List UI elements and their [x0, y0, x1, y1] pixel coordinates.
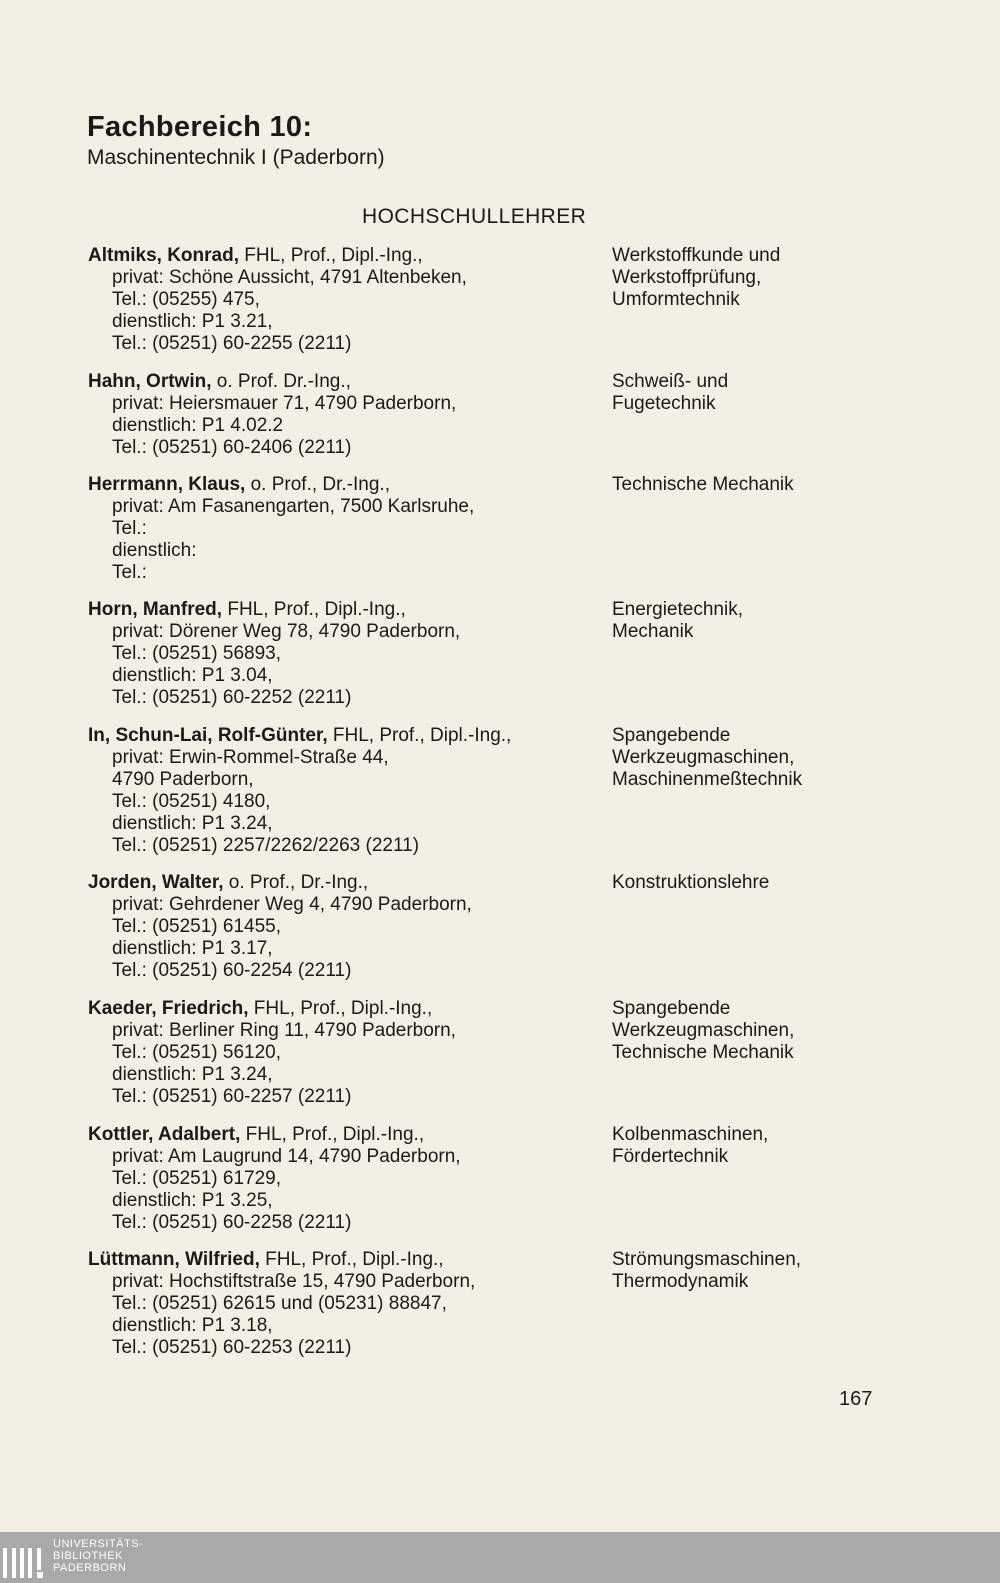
- staff-contact-line: privat: Dörener Weg 78, 4790 Paderborn,: [112, 621, 461, 642]
- staff-title: FHL, Prof., Dipl.-Ing.,: [222, 599, 406, 620]
- subject-line: Werkstoffkunde und: [612, 245, 781, 266]
- staff-subject-area: [612, 474, 972, 496]
- staff-contact-line: 4790 Paderborn,: [112, 769, 254, 790]
- subject-line: Technische Mechanik: [612, 474, 794, 495]
- staff-details: [88, 725, 608, 857]
- staff-contact-line: dienstlich: P1 3.17,: [112, 938, 273, 959]
- staff-title: FHL, Prof., Dipl.-Ing.,: [238, 245, 423, 266]
- staff-name-line: [88, 245, 608, 267]
- staff-title: o. Prof., Dr.-Ing.,: [223, 872, 369, 893]
- staff-contact-line: Tel.: (05251) 2257/2262/2263 (2211): [112, 835, 420, 856]
- staff-name: Lüttmann, Wilfried,: [88, 1249, 260, 1270]
- staff-contact-line: Tel.: (05251) 61455,: [112, 916, 282, 937]
- staff-contact-line: dienstlich: P1 3.21,: [112, 311, 273, 332]
- subject-line: Maschinenmeßtechnik: [612, 769, 803, 790]
- staff-contact-line: Tel.: (05251) 60-2258 (2211): [112, 1212, 352, 1233]
- staff-subject-area: [612, 245, 972, 311]
- staff-name-line: [88, 474, 608, 496]
- page-subtitle: Maschinentechnik I (Paderborn): [87, 146, 385, 169]
- staff-title: FHL, Prof., Dipl.-Ing.,: [248, 998, 433, 1019]
- staff-contact-line: dienstlich: P1 3.18,: [112, 1315, 273, 1336]
- subject-line: Schweiß- und: [612, 371, 729, 392]
- staff-contact-line: Tel.: (05251) 56893,: [112, 643, 282, 664]
- subject-line: Werkstoffprüfung,: [612, 267, 762, 288]
- staff-name-line: [88, 872, 608, 894]
- subject-line: Technische Mechanik: [612, 1042, 794, 1063]
- staff-details: [88, 474, 608, 584]
- subject-line: Werkzeugmaschinen,: [612, 1020, 795, 1041]
- staff-name: Hahn, Ortwin,: [88, 371, 212, 392]
- subject-line: Mechanik: [612, 621, 694, 642]
- subject-line: Konstruktionslehre: [612, 872, 770, 893]
- staff-contact-line: privat: Schöne Aussicht, 4791 Altenbeken,: [112, 267, 467, 288]
- subject-line: Thermodynamik: [612, 1271, 749, 1292]
- staff-title: FHL, Prof., Dipl.-Ing.,: [327, 725, 512, 746]
- staff-subject-area: [612, 371, 972, 415]
- staff-contact-line: Tel.:: [112, 518, 147, 539]
- staff-details: [88, 998, 608, 1108]
- staff-contact-line: Tel.:: [112, 562, 147, 583]
- staff-contact-line: Tel.: (05255) 475,: [112, 289, 260, 310]
- subject-line: Fugetechnik: [612, 393, 716, 414]
- staff-details: [88, 1249, 608, 1359]
- staff-name-line: [88, 725, 608, 747]
- section-heading: HOCHSCHULLEHRER: [362, 205, 587, 228]
- logo-line: PADERBORN: [53, 1562, 127, 1574]
- staff-contact-line: privat: Hochstiftstraße 15, 4790 Paderborn,: [112, 1271, 476, 1292]
- staff-details: [88, 599, 608, 709]
- staff-title: FHL, Prof., Dipl.-Ing.,: [240, 1124, 425, 1145]
- staff-contact-line: dienstlich: P1 4.02.2: [112, 415, 284, 436]
- staff-subject-area: [612, 1124, 972, 1168]
- staff-title: o. Prof., Dr.-Ing.,: [245, 474, 390, 495]
- staff-contact-line: privat: Heiersmauer 71, 4790 Paderborn,: [112, 393, 457, 414]
- staff-name: Jorden, Walter,: [88, 872, 224, 893]
- subject-line: Energietechnik,: [612, 599, 743, 620]
- staff-subject-area: [612, 998, 972, 1064]
- staff-name: In, Schun-Lai, Rolf-Günter,: [88, 725, 328, 746]
- library-footer: [0, 1532, 1000, 1583]
- staff-contact-line: Tel.: (05251) 60-2253 (2211): [112, 1337, 352, 1358]
- staff-name-line: [88, 371, 608, 393]
- staff-contact-line: Tel.: (05251) 60-2406 (2211): [112, 437, 352, 458]
- staff-contact-line: Tel.: (05251) 60-2257 (2211): [112, 1086, 352, 1107]
- subject-line: Strömungsmaschinen,: [612, 1249, 802, 1270]
- staff-contact-line: privat: Berliner Ring 11, 4790 Paderborn,: [112, 1020, 456, 1041]
- subject-line: Kolbenmaschinen,: [612, 1124, 769, 1145]
- staff-name-line: [88, 1249, 608, 1271]
- staff-contact-line: Tel.: (05251) 60-2255 (2211): [112, 333, 352, 354]
- staff-title: FHL, Prof., Dipl.-Ing.,: [259, 1249, 444, 1270]
- staff-contact-line: dienstlich:: [112, 540, 197, 561]
- staff-name: Horn, Manfred,: [88, 599, 223, 620]
- subject-line: Fördertechnik: [612, 1146, 729, 1167]
- page-title: Fachbereich 10:: [87, 111, 313, 143]
- staff-contact-line: Tel.: (05251) 56120,: [112, 1042, 282, 1063]
- staff-subject-area: [612, 725, 972, 791]
- staff-name-line: [88, 1124, 608, 1146]
- staff-name-line: [88, 599, 608, 621]
- page-number: 167: [839, 1388, 873, 1410]
- staff-contact-line: dienstlich: P1 3.24,: [112, 813, 273, 834]
- staff-name: Kottler, Adalbert,: [88, 1124, 241, 1145]
- staff-details: [88, 872, 608, 982]
- subject-line: Spangebende: [612, 998, 731, 1019]
- staff-contact-line: privat: Am Fasanengarten, 7500 Karlsruhe,: [112, 496, 475, 517]
- staff-contact-line: privat: Erwin-Rommel-Straße 44,: [112, 747, 389, 768]
- logo-line: UNIVERSITÄTS-: [53, 1538, 144, 1550]
- staff-name: Kaeder, Friedrich,: [88, 998, 249, 1019]
- staff-name: Herrmann, Klaus,: [88, 474, 246, 495]
- staff-contact-line: Tel.: (05251) 62615 und (05231) 88847,: [112, 1293, 447, 1314]
- staff-contact-line: Tel.: (05251) 60-2252 (2211): [112, 687, 352, 708]
- subject-line: Spangebende: [612, 725, 731, 746]
- staff-subject-area: [612, 1249, 972, 1293]
- staff-contact-line: dienstlich: P1 3.24,: [112, 1064, 273, 1085]
- staff-subject-area: [612, 872, 972, 894]
- staff-contact-line: privat: Gehrdener Weg 4, 4790 Paderborn,: [112, 894, 472, 915]
- staff-name-line: [88, 998, 608, 1020]
- staff-details: [88, 245, 608, 355]
- staff-title: o. Prof. Dr.-Ing.,: [211, 371, 351, 392]
- subject-line: Umformtechnik: [612, 289, 740, 310]
- staff-name: Altmiks, Konrad,: [88, 245, 239, 266]
- logo-line: BIBLIOTHEK: [53, 1550, 123, 1562]
- library-logo-text: [53, 1538, 143, 1574]
- staff-contact-line: Tel.: (05251) 60-2254 (2211): [112, 960, 352, 981]
- staff-details: [88, 1124, 608, 1234]
- staff-contact-line: Tel.: (05251) 61729,: [112, 1168, 282, 1189]
- staff-contact-line: privat: Am Laugrund 14, 4790 Paderborn,: [112, 1146, 461, 1167]
- staff-contact-line: dienstlich: P1 3.04,: [112, 665, 273, 686]
- subject-line: Werkzeugmaschinen,: [612, 747, 795, 768]
- staff-subject-area: [612, 599, 972, 643]
- staff-contact-line: Tel.: (05251) 4180,: [112, 791, 271, 812]
- logo-dot-icon: [37, 1572, 43, 1578]
- staff-contact-line: dienstlich: P1 3.25,: [112, 1190, 273, 1211]
- staff-details: [88, 371, 608, 459]
